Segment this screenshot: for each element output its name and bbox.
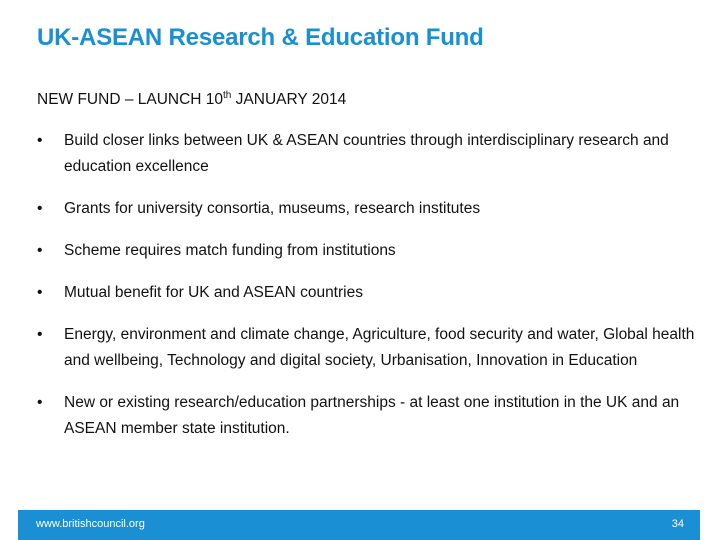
bullet-item (37, 238, 697, 264)
bullet-item (37, 128, 697, 180)
bullet-text: Build closer links between UK & ASEAN countries through interdisciplinary research and education excellence (64, 132, 669, 175)
slide-title: UK-ASEAN Research & Education Fund (37, 24, 484, 51)
bullet-icon: • (37, 284, 43, 301)
subtitle-suffix: JANUARY 2014 (231, 91, 347, 108)
subtitle-prefix: NEW FUND – LAUNCH 10 (37, 91, 224, 108)
footer-website-link[interactable]: www.britishcouncil.org (36, 518, 145, 530)
bullet-icon: • (37, 132, 43, 149)
bullet-text: Mutual benefit for UK and ASEAN countries (64, 284, 363, 301)
bullet-item (37, 322, 697, 374)
bullet-list (37, 128, 697, 442)
bullet-icon: • (37, 326, 43, 343)
bullet-text: Energy, environment and climate change, Agriculture, food security and water, Global health and wellbeing, Technology and digital society, Urbanisation, Innovation in Education (64, 326, 695, 369)
bullet-item (37, 280, 697, 306)
bullet-icon: • (37, 242, 43, 259)
launch-subtitle (37, 90, 346, 109)
footer-bar (18, 510, 700, 540)
bullet-text: Scheme requires match funding from institutions (64, 242, 396, 259)
bullet-item (37, 390, 697, 442)
bullet-text: New or existing research/education partnerships - at least one institution in the UK and an ASEAN member state institution. (64, 394, 680, 437)
bullet-item (37, 196, 697, 222)
bullet-icon: • (37, 394, 43, 411)
bullet-icon: • (37, 200, 43, 217)
subtitle-superscript: th (223, 90, 232, 101)
page-number: 34 (671, 518, 684, 530)
bullet-text: Grants for university consortia, museums, research institutes (64, 200, 481, 217)
